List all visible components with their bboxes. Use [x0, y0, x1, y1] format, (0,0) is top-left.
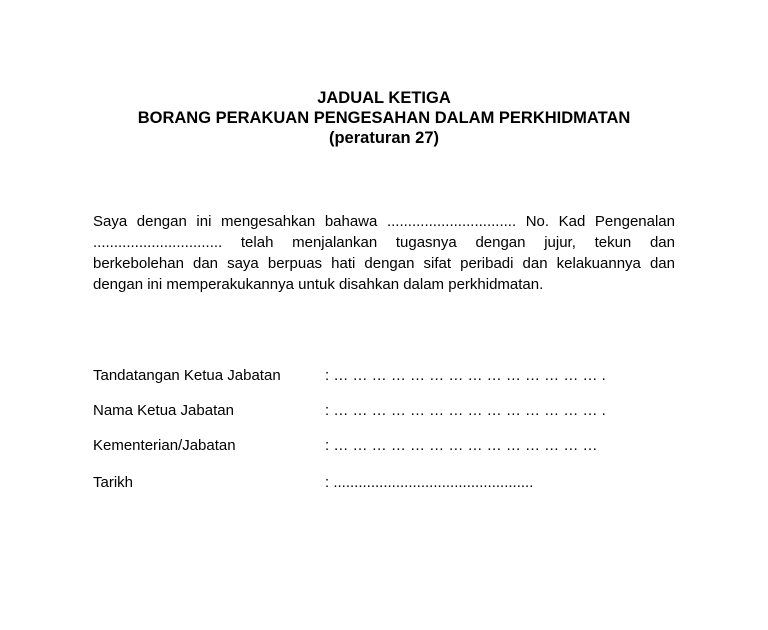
field-label-ministry: Kementerian/Jabatan	[93, 437, 236, 454]
title-regulation: (peraturan 27)	[328, 129, 440, 147]
paragraph-line: ............................... telah menjalankan tugasnya dengan jujur, tekun dan	[93, 234, 675, 251]
paragraph-line: Saya dengan ini mengesahkan bahawa ............................... No. Kad Pengenalan	[93, 213, 675, 230]
paragraph-line: berkebolehan dan saya berpuas hati dengan sifat peribadi dan kelakuannya dan	[93, 255, 675, 272]
field-blank-ministry: : … … … … … … … … … … … … … …	[325, 437, 598, 454]
field-blank-head-name: : … … … … … … … … … … … … … … .	[325, 402, 606, 419]
field-label-signature: Tandatangan Ketua Jabatan	[93, 367, 281, 384]
certification-paragraph	[93, 211, 675, 295]
title-schedule: JADUAL KETIGA	[317, 89, 451, 107]
field-label-date: Tarikh	[93, 474, 134, 491]
field-blank-date: : ................................................	[325, 474, 534, 491]
document-title	[0, 88, 768, 148]
field-blank-signature: : … … … … … … … … … … … … … … .	[325, 367, 606, 384]
field-label-head-name: Nama Ketua Jabatan	[93, 402, 234, 419]
title-form-name: BORANG PERAKUAN PENGESAHAN DALAM PERKHIDMATAN	[137, 109, 631, 127]
paragraph-line: dengan ini memperakukannya untuk disahkan dalam perkhidmatan.	[93, 276, 544, 293]
